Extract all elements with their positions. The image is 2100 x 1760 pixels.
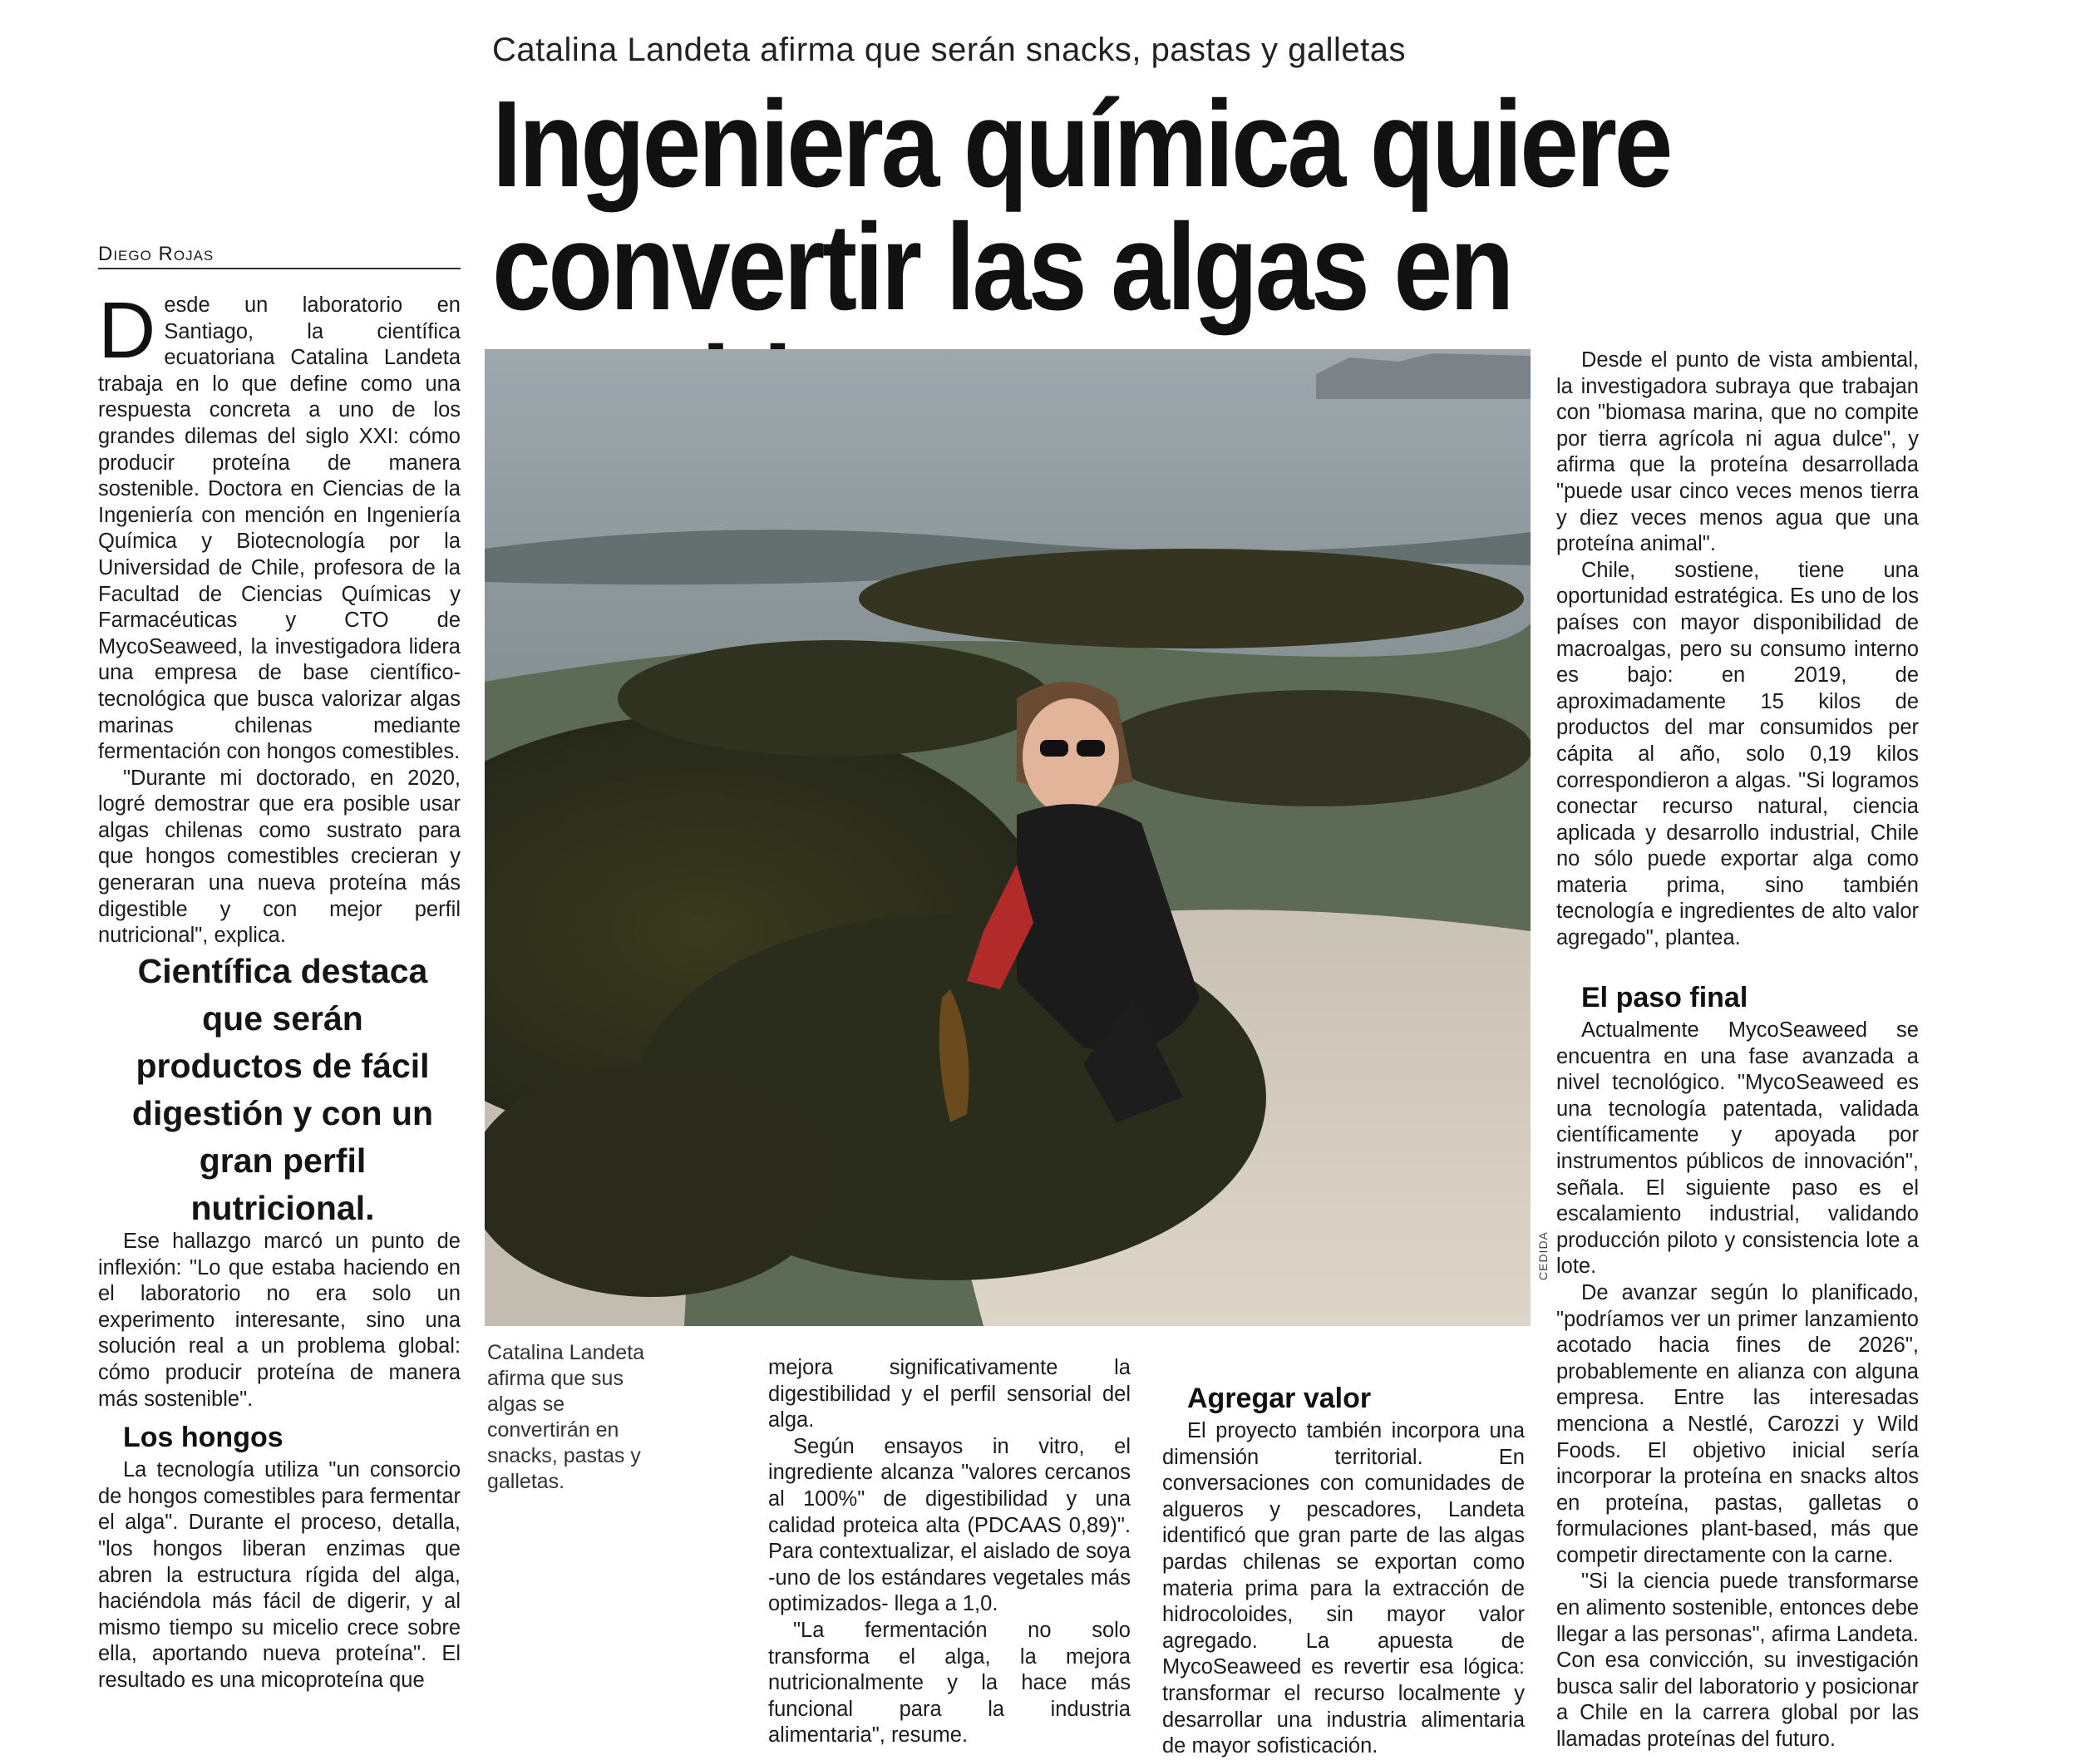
subhead-el-paso-final: El paso final <box>1581 982 1748 1013</box>
paragraph: El proyecto también incorpora una dimensión territorial. En conversaciones con comunidades de algueros y pescadores, Landeta identificó que gran parte de las algas pardas chilenas se exportan como materia prima para la extracción de hidrocoloides, sin mayor valor agregado. La apuesta de MycoSeaweed es revertir esa lógica: transformar el recurso localmente y desarrollar una industria alimentaria de mayor sofisticación. <box>1162 1419 1525 1758</box>
quote-paragraph: "Durante mi doctorado, en 2020, logré demostrar que era posible usar algas chilenas como sustrato para que hongos comestibles crecieran y generaran una nueva proteína más digestible y con mejor perfil nutricional", explica. <box>98 766 461 948</box>
photo-credit: CEDIDA <box>1536 1231 1550 1280</box>
paragraph: "Si la ciencia puede transformarse en alimento sostenible, entonces debe llegar a las personas", afirma Landeta. Con esa convicción, su investigación busca salir del laboratorio y posicionar a Chile en la carrera global por las llamadas proteínas del futuro. <box>1556 1570 1919 1752</box>
subhead-los-hongos: Los hongos <box>123 1422 283 1454</box>
drop-cap: D <box>98 286 156 375</box>
intro-text: esde un laboratorio en Santiago, la científica ecuatoriana Catalina Landeta trabaja en lo que define como una respuesta concreta a uno de los grandes dilemas del siglo XXI: cómo producir proteína de manera sostenible. Doctora en Ciencias de la Ingeniería con mención en Ingeniería Química y Biotecnología por la Universidad de Chile, profesora de la Facultad de Ciencias Químicas y Farmacéuticas y CTO de MycoSeaweed, la investigadora lidera una empresa de base científico-tecnológica que busca valorizar algas marinas chilenas mediante fermentación con hongos comestibles. <box>98 293 461 764</box>
photo-caption: Catalina Landeta afirma que sus algas se convertirán en snacks, pastas y galletas. <box>487 1341 645 1493</box>
column-3 <box>768 1355 1131 1749</box>
paragraph: De avanzar según lo planificado, "podríamos ver un primer lanzamiento acotado hacia fines de 2026", probablemente en alianza con alguna empresa. Entre las interesadas menciona a Nestlé, Carozzi y Wild Foods. El objetivo inicial sería incorporar la proteína en snacks altos en proteína, pastas, galletas o formulaciones plant-based, más que competir directamente con la carne. <box>1556 1280 1919 1567</box>
paragraph: mejora significativamente la digestibilidad y el perfil sensorial del alga. <box>768 1356 1131 1432</box>
paragraph: Desde el punto de vista ambiental, la investigadora subraya que trabajan con "biomasa marina, que no compite por tierra agrícola ni agua dulce", y afirma que la proteína desarrollada "puede usar cinco veces menos tierra y diez veces menos agua que una proteína animal". <box>1556 348 1919 556</box>
column-4 <box>1162 1383 1525 1760</box>
kicker: Catalina Landeta afirma que serán snacks, pastas y galletas <box>492 32 1407 68</box>
paragraph: Ese hallazgo marcó un punto de inflexión: "Lo que estaba haciendo en el laboratorio no era solo un experimento interesante, sino una solución real a un problema global: cómo producir proteína de manera más sostenible". <box>98 1230 461 1411</box>
column-5-lower <box>1556 973 1919 1753</box>
paragraph: La tecnología utiliza "un consorcio de hongos comestibles para fermentar el alga". Durante el proceso, detalla, "los hongos liberan enzimas que abren la estructura rígida del alga, haciéndola más fácil de digerir, y al mismo tiempo su micelio crece sobre ella, aportando nueva proteína". El resultado es una micoproteína que <box>98 1458 461 1692</box>
column-5-upper <box>1556 348 1919 952</box>
beach-photo-illustration <box>485 349 1531 1326</box>
column-1-lower <box>98 1229 461 1694</box>
column-1-intro <box>98 286 461 949</box>
paragraph: Chile, sostiene, tiene una oportunidad estratégica. Es uno de los países con mayor disponibilidad de macroalgas, pero su consumo interno es bajo: en 2019, de aproximadamente 15 kilos de productos del mar consumidos per cápita al año, solo 0,19 kilos correspondieron a algas. "Si logramos conectar recurso natural, ciencia aplicada y desarrollo industrial, Chile no sólo puede exportar alga como materia prima, sino también tecnología e ingredientes de alto valor agregado", plantea. <box>1556 558 1919 950</box>
article-photo <box>485 349 1531 1326</box>
headline-line-2: convertir las algas en <box>492 199 1512 336</box>
paragraph: Según ensayos in vitro, el ingrediente alcanza "valores cercanos al 100%" de digestibilidad y una calidad proteica alta (PDCAAS 0,89)". Para contextualizar, el aislado de soya -uno de los estándares vegetales más optimizados- llega a 1,0. <box>768 1434 1131 1616</box>
headline-line-1: Ingeniera química quiere <box>492 76 1670 213</box>
intro-paragraph <box>98 286 461 766</box>
pull-quote: Científica destaca que serán productos de fácil digestión y con un gran perfil nutricional. <box>131 952 434 1227</box>
subhead-agregar-valor: Agregar valor <box>1187 1383 1372 1414</box>
paragraph: "La fermentación no solo transforma el alga, la mejora nutricionalmente y la hace más funcional para la industria alimentaria", resume. <box>768 1618 1131 1748</box>
paragraph: Actualmente MycoSeaweed se encuentra en una fase avanzada a nivel tecnológico. "MycoSeaweed es una tecnología patentada, validada científicamente y apoyada por instrumentos públicos de innovación", señala. El siguiente paso es el escalamiento industrial, validando producción piloto y consistencia lote a lote. <box>1556 1018 1919 1279</box>
byline: Diego Rojas <box>98 243 461 269</box>
